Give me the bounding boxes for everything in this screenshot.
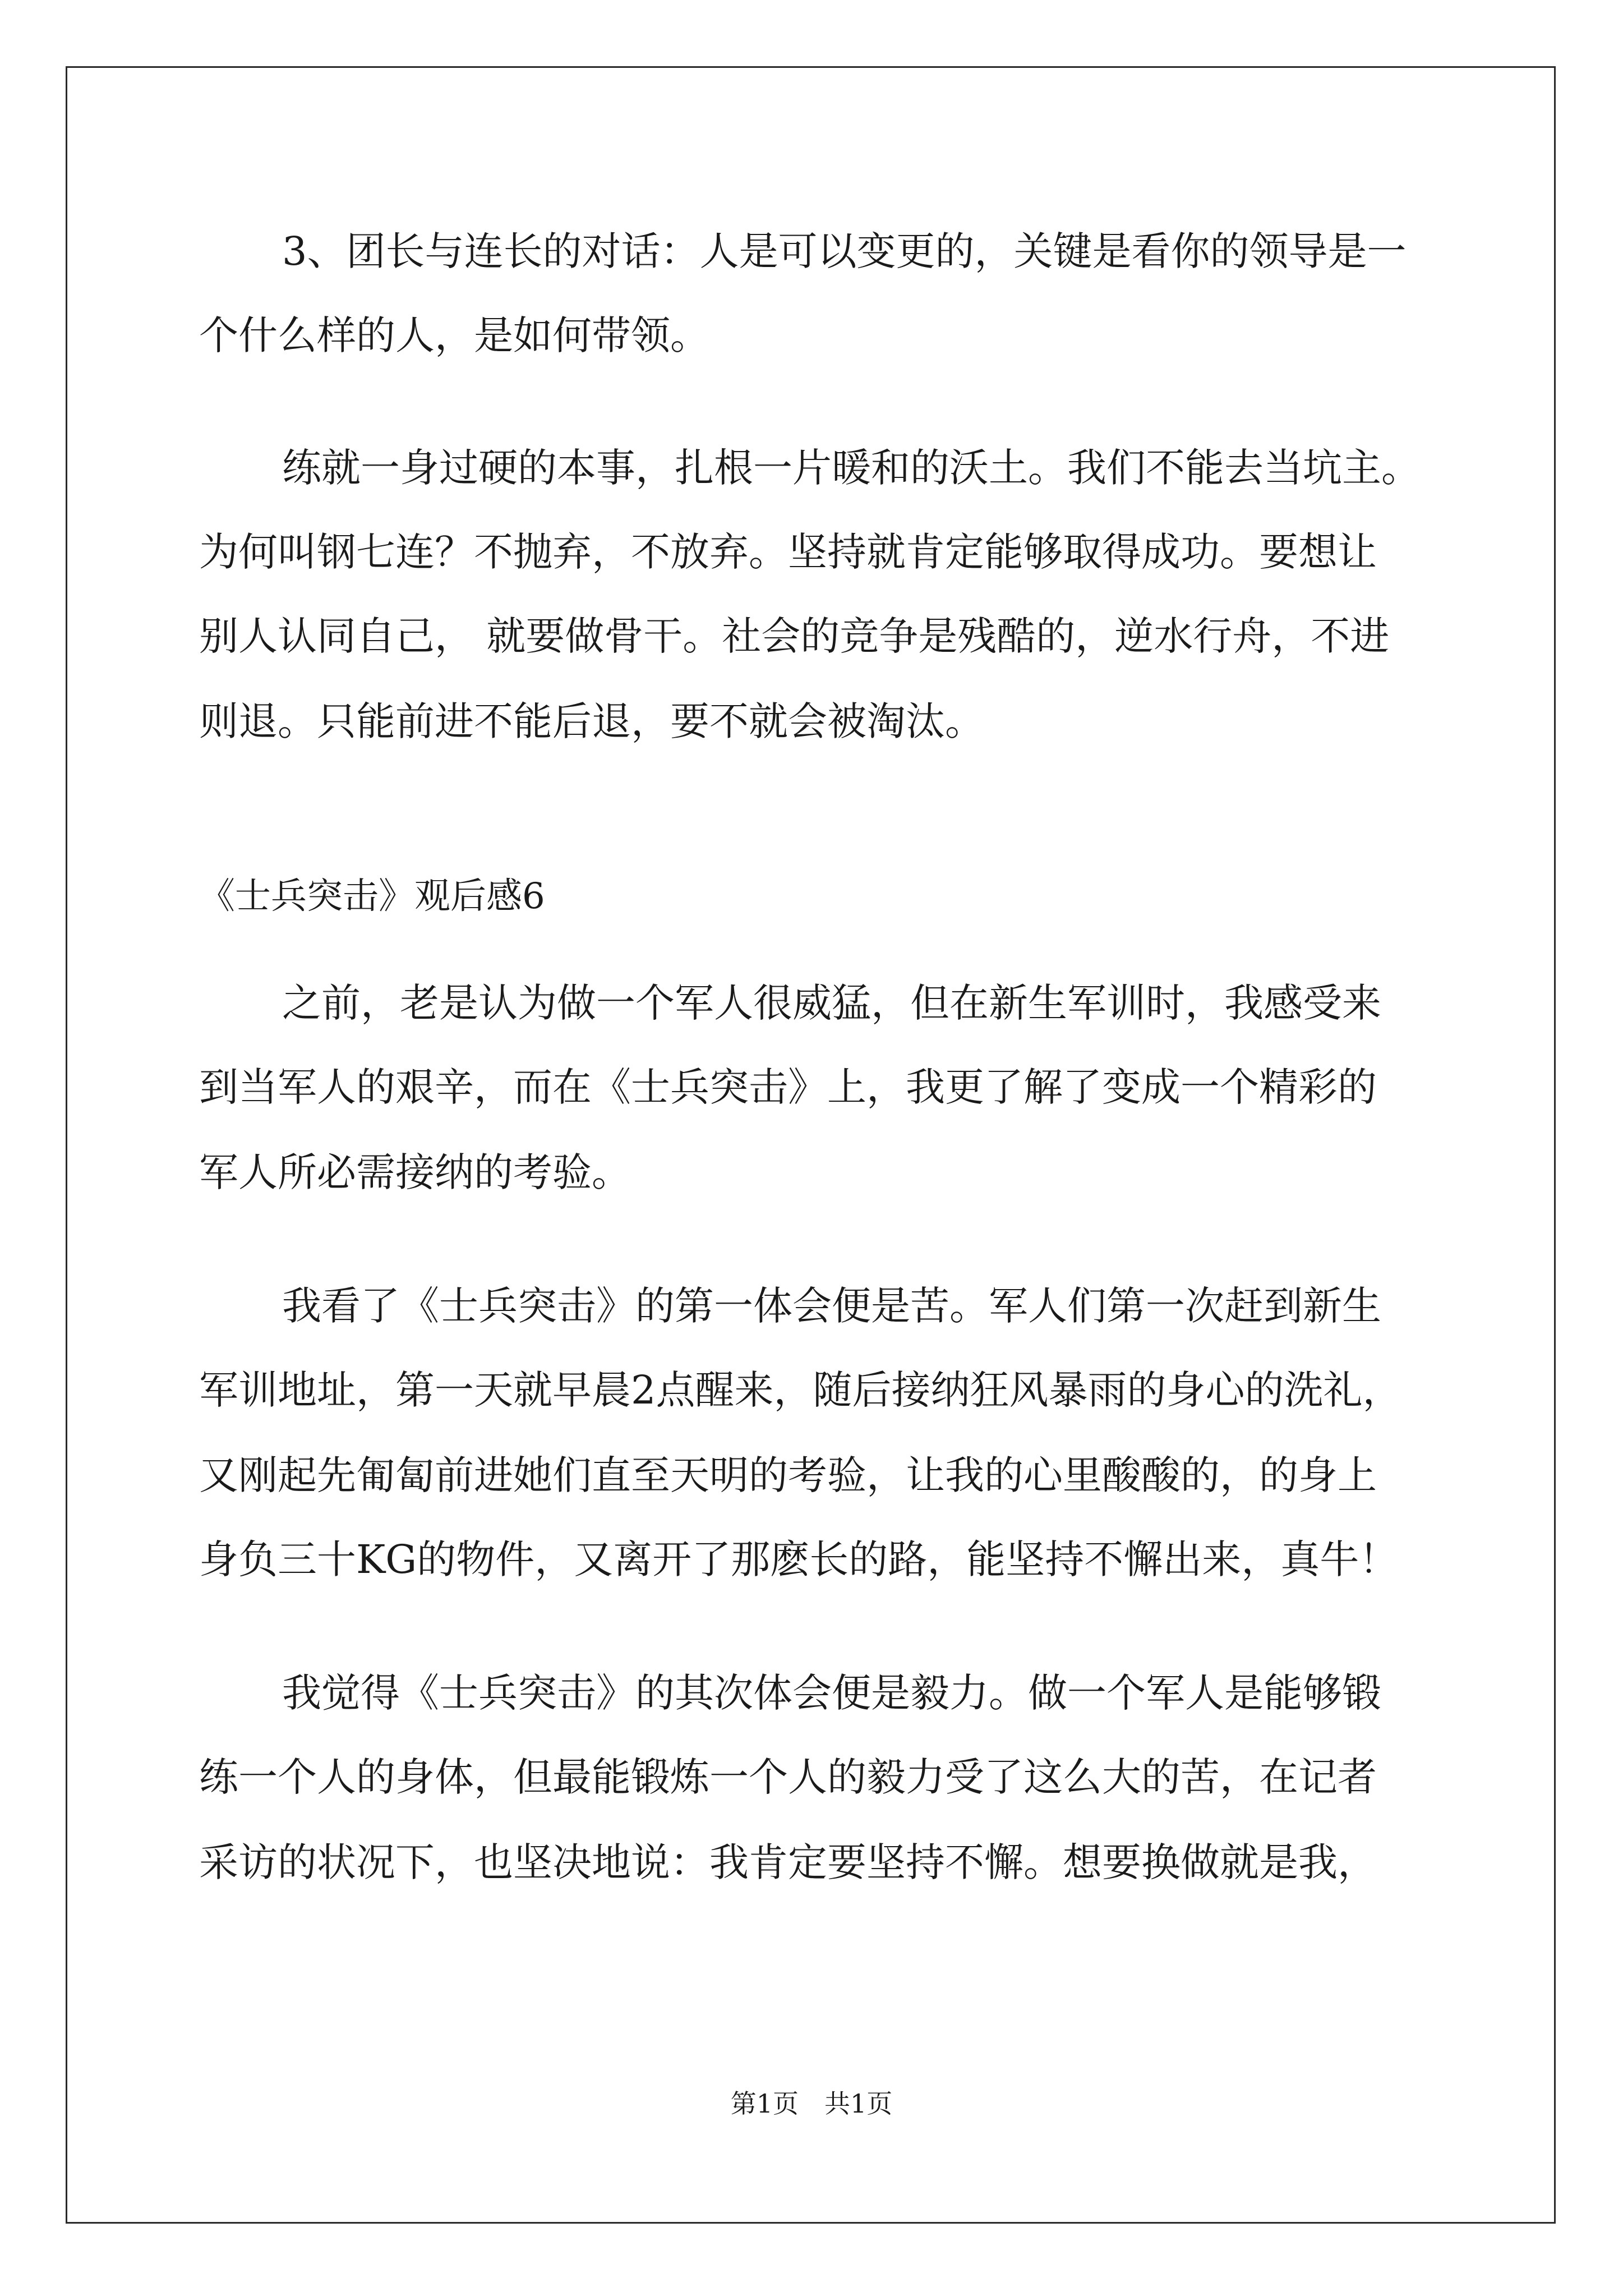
paragraph-5-line-3: 采访的状况下，也坚决地说：我肯定要坚持不懈。想要换做就是我， [199,1839,1377,1885]
paragraph-5-line-2: 练一个人的身体，但最能锻炼一个人的毅力受了这么大的苦，在记者 [199,1754,1377,1800]
paragraph-4-line-3: 又刚起先匍匐前进她们直至天明的考验，让我的心里酸酸的，的身上 [199,1452,1377,1498]
page-border [66,66,1556,2224]
paragraph-3-line-2: 到当军人的艰辛，而在《士兵突击》上，我更了解了变成一个精彩的 [199,1064,1377,1110]
paragraph-2-line-2: 为何叫钢七连？不抛弃，不放弃。坚持就肯定能够取得成功。要想让 [199,529,1377,575]
paragraph-4-line-4: 身负三十KG的物件，又离开了那麽长的路，能坚持不懈出来，真牛！ [199,1536,1399,1582]
paragraph-3-line-3: 军人所必需接纳的考验。 [199,1149,631,1195]
paragraph-1-line-1: 3、团长与连长的对话：人是可以变更的，关键是看你的领导是一 [282,228,1407,274]
page-number-footer: 第1页 共1页 [730,2088,893,2119]
paragraph-5-line-1: 我觉得《士兵突击》的其次体会便是毅力。做一个军人是能够锻 [282,1670,1381,1716]
paragraph-2-line-4: 则退。只能前进不能后退，要不就会被淘汰。 [199,698,984,744]
paragraph-1-line-2: 个什么样的人，是如何带领。 [199,312,709,358]
paragraph-4-line-2: 军训地址，第一天就早晨2点醒来，随后接纳狂风暴雨的身心的洗礼， [199,1367,1402,1413]
section-heading: 《士兵突击》观后感6 [199,876,545,917]
paragraph-4-line-1: 我看了《士兵突击》的第一体会便是苦。军人们第一次赶到新生 [282,1283,1381,1329]
paragraph-2-line-1: 练就一身过硬的本事，扎根一片暖和的沃土。我们不能去当坑主。 [282,445,1421,491]
paragraph-3-line-1: 之前，老是认为做一个军人很威猛，但在新生军训时，我感受来 [282,980,1381,1026]
paragraph-2-line-3: 别人认同自己， 就要做骨干。社会的竞争是残酷的，逆水行舟，不进 [199,613,1390,659]
